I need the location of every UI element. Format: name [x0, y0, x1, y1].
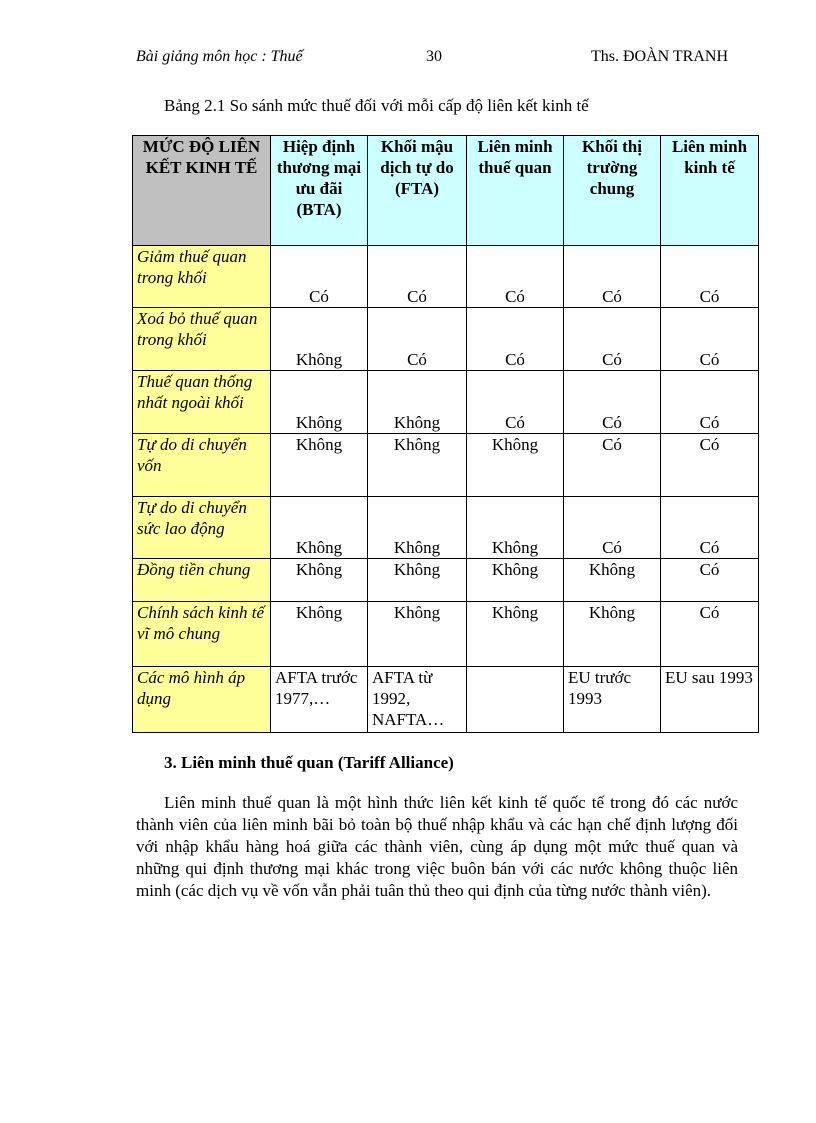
- table-cell: Không: [467, 559, 564, 602]
- table-row: [133, 246, 759, 308]
- table-cell: Không: [271, 497, 368, 559]
- table-corner-header: MỨC ĐỘ LIÊN KẾT KINH TẾ: [133, 136, 271, 246]
- table-cell: Không: [368, 371, 467, 434]
- table-cell: Có: [661, 246, 759, 308]
- table-row: [133, 434, 759, 497]
- table-cell: AFTA từ 1992, NAFTA…: [368, 667, 467, 733]
- table-cell: Không: [564, 602, 661, 667]
- table-cell: Có: [368, 246, 467, 308]
- body-paragraph: Liên minh thuế quan là một hình thức liên kết kinh tế quốc tế trong đó các nước thành viên của liên minh bãi bỏ toàn bộ thuế nhập khẩu và các hạn chế định lượng đối với nhập khẩu hàng hoá giữa các thành viên, cùng áp dụng một mức thuế quan và những qui định thương mại khác trong việc buôn bán với các nước không thuộc liên minh (các dịch vụ về vốn vẫn phải tuân thủ theo qui định của từng nước thành viên).: [136, 793, 738, 900]
- table-cell: Không: [467, 434, 564, 497]
- table-cell: Có: [661, 497, 759, 559]
- table-cell: Không: [271, 308, 368, 371]
- table-cell: Không: [564, 559, 661, 602]
- table-cell: EU trước 1993: [564, 667, 661, 733]
- table-row: [133, 602, 759, 667]
- table-cell: Có: [661, 559, 759, 602]
- table-cell: Có: [661, 308, 759, 371]
- header-page-number: 30: [426, 48, 442, 65]
- table-cell: Có: [467, 371, 564, 434]
- table-cell: Có: [661, 434, 759, 497]
- table-cell: Có: [564, 308, 661, 371]
- table-row: [133, 667, 759, 733]
- table-cell: EU sau 1993: [661, 667, 759, 733]
- table-cell: Không: [271, 602, 368, 667]
- table-row: [133, 308, 759, 371]
- table-cell: Không: [368, 497, 467, 559]
- table-cell: Có: [564, 497, 661, 559]
- table-cell: Không: [368, 434, 467, 497]
- table-cell: Không: [368, 602, 467, 667]
- section-heading: 3. Liên minh thuế quan (Tariff Alliance): [164, 753, 454, 772]
- row-label: Đồng tiền chung: [133, 559, 271, 602]
- table-row: [133, 371, 759, 434]
- table-cell: Có: [564, 371, 661, 434]
- row-label: Xoá bỏ thuế quan trong khối: [133, 308, 271, 371]
- table-row: [133, 559, 759, 602]
- header-author: Ths. ĐOÀN TRANH: [590, 48, 728, 65]
- column-header-bta: Hiệp định thương mại ưu đãi (BTA): [271, 136, 368, 246]
- table-cell: Có: [661, 602, 759, 667]
- column-header-customs-union: Liên minh thuế quan: [467, 136, 564, 246]
- table-cell: Không: [467, 602, 564, 667]
- header-course-title: Bài giảng môn học : Thuế: [136, 48, 303, 65]
- row-label: Tự do di chuyển sức lao động: [133, 497, 271, 559]
- table-cell: Có: [564, 434, 661, 497]
- table-caption: Bảng 2.1 So sánh mức thuế đối với mỗi cấp độ liên kết kinh tế: [164, 96, 589, 115]
- table-cell: [467, 667, 564, 733]
- table-cell: Không: [368, 559, 467, 602]
- table-cell: AFTA trước 1977,…: [271, 667, 368, 733]
- table-cell: Có: [271, 246, 368, 308]
- column-header-economic-union: Liên minh kinh tế: [661, 136, 759, 246]
- row-label: Các mô hình áp dụng: [133, 667, 271, 733]
- column-header-common-market: Khối thị trường chung: [564, 136, 661, 246]
- table-cell: Có: [467, 308, 564, 371]
- row-label: Chính sách kinh tế vĩ mô chung: [133, 602, 271, 667]
- table-cell: Không: [467, 497, 564, 559]
- table-row: [133, 497, 759, 559]
- table-cell: Có: [368, 308, 467, 371]
- table-header-row: [133, 136, 759, 246]
- row-label: Thuế quan thống nhất ngoài khối: [133, 371, 271, 434]
- row-label: Giảm thuế quan trong khối: [133, 246, 271, 308]
- row-label: Tự do di chuyển vốn: [133, 434, 271, 497]
- table-cell: Không: [271, 371, 368, 434]
- table-cell: Có: [661, 371, 759, 434]
- page-header: [136, 48, 728, 70]
- table-cell: Không: [271, 559, 368, 602]
- table-cell: Có: [564, 246, 661, 308]
- table-cell: Không: [271, 434, 368, 497]
- comparison-table: [132, 135, 759, 733]
- column-header-fta: Khối mậu dịch tự do (FTA): [368, 136, 467, 246]
- table-cell: Có: [467, 246, 564, 308]
